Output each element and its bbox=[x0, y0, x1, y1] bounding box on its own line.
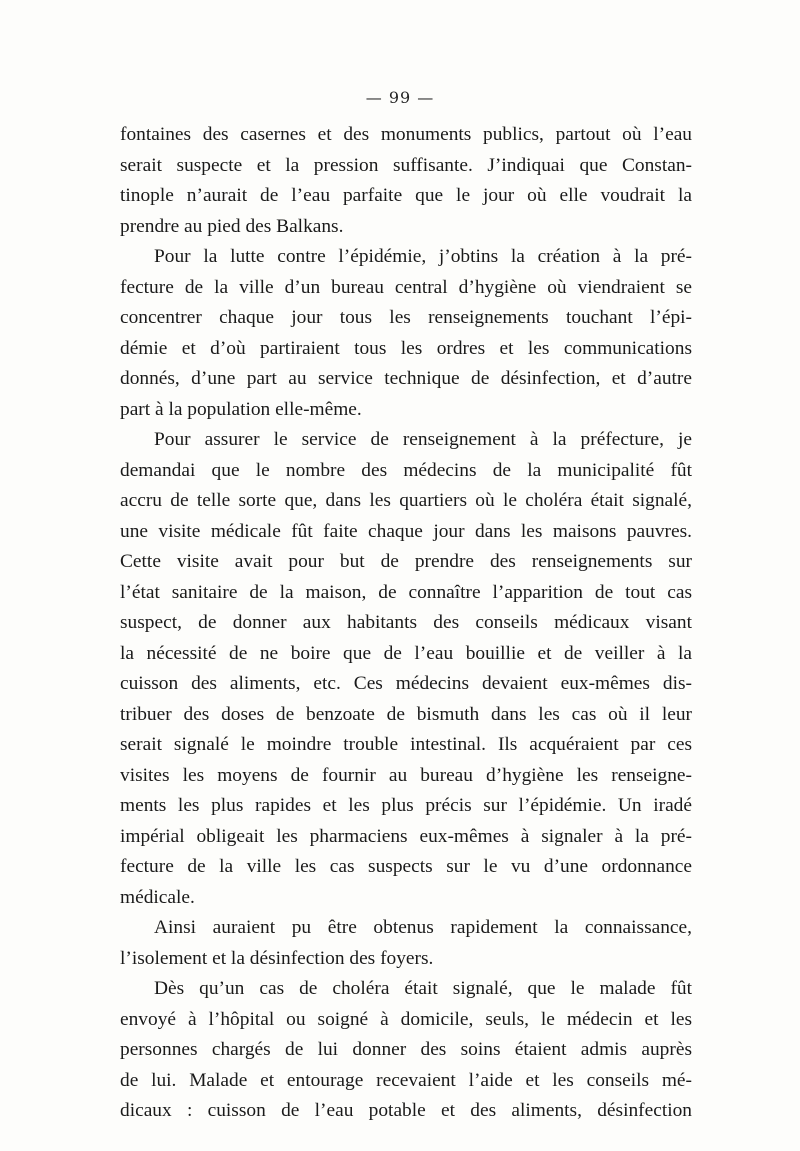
text-line: fontaines des casernes et des monuments publics, partout où l’eau bbox=[120, 124, 692, 145]
text-line: impérial obligeait les pharmaciens eux-mêmes à signaler à la pré- bbox=[120, 825, 692, 847]
text-line: de lui. Malade et entourage recevaient l’aide et les conseils mé- bbox=[120, 1069, 692, 1091]
text-line: Pour assurer le service de renseignement à la préfecture, je bbox=[154, 429, 692, 450]
text-line: personnes chargés de lui donner des soins étaient admis auprès bbox=[120, 1039, 692, 1060]
text-line: suspect, de donner aux habitants des conseils médicaux visant bbox=[120, 612, 692, 633]
text-line: l’état sanitaire de la maison, de connaître l’apparition de tout cas bbox=[120, 581, 692, 603]
text-line: fecture de la ville les cas suspects sur le vu d’une ordonnance bbox=[120, 856, 692, 877]
text-line: démie et d’où partiraient tous les ordres et les communications bbox=[120, 337, 692, 359]
text-line: demandai que le nombre des médecins de la municipalité fût bbox=[120, 459, 692, 481]
text-line: donnés, d’une part au service technique de désinfection, et d’autre bbox=[120, 368, 692, 389]
text-line: Pour la lutte contre l’épidémie, j’obtins la création à la pré- bbox=[154, 246, 692, 267]
text-line: médicale. bbox=[120, 886, 195, 908]
text-line: fecture de la ville d’un bureau central d’hygiène où viendraient se bbox=[120, 276, 692, 298]
text-line: Dès qu’un cas de choléra était signalé, que le malade fût bbox=[154, 978, 692, 999]
text-line: ments les plus rapides et les plus précis sur l’épidémie. Un iradé bbox=[120, 795, 692, 816]
text-line: Cette visite avait pour but de prendre des renseignements sur bbox=[120, 551, 692, 572]
text-line: cuisson des aliments, etc. Ces médecins devaient eux-mêmes dis- bbox=[120, 673, 692, 694]
text-line: Ainsi auraient pu être obtenus rapidement la connaissance, bbox=[154, 917, 692, 938]
text-line: l’isolement et la désinfection des foyers. bbox=[120, 947, 434, 969]
text-line: prendre au pied des Balkans. bbox=[120, 215, 344, 237]
text-line: dicaux : cuisson de l’eau potable et des aliments, désinfection bbox=[120, 1100, 692, 1121]
text-line: la nécessité de ne boire que de l’eau bouillie et de veiller à la bbox=[120, 642, 692, 664]
page-number: — 99 — bbox=[365, 88, 435, 107]
text-line: tribuer des doses de benzoate de bismuth dans les cas où il leur bbox=[120, 703, 692, 725]
text-line: une visite médicale fût faite chaque jour dans les maisons pauvres. bbox=[120, 520, 692, 542]
text-line: serait signalé le moindre trouble intestinal. Ils acquéraient par ces bbox=[120, 734, 692, 755]
body-text bbox=[120, 120, 692, 1127]
text-line: tinople n’aurait de l’eau parfaite que le jour où elle voudrait la bbox=[120, 185, 692, 206]
text-line: accru de telle sorte que, dans les quartiers où le choléra était signalé, bbox=[120, 490, 692, 511]
text-line: serait suspecte et la pression suffisante. J’indiquai que Constan- bbox=[120, 154, 692, 176]
text-line: part à la population elle-même. bbox=[120, 398, 362, 420]
text-line: concentrer chaque jour tous les renseignements touchant l’épi- bbox=[120, 307, 692, 328]
text-line: envoyé à l’hôpital ou soigné à domicile, seuls, le médecin et les bbox=[120, 1008, 692, 1030]
text-line: visites les moyens de fournir au bureau d’hygiène les renseigne- bbox=[120, 764, 692, 786]
